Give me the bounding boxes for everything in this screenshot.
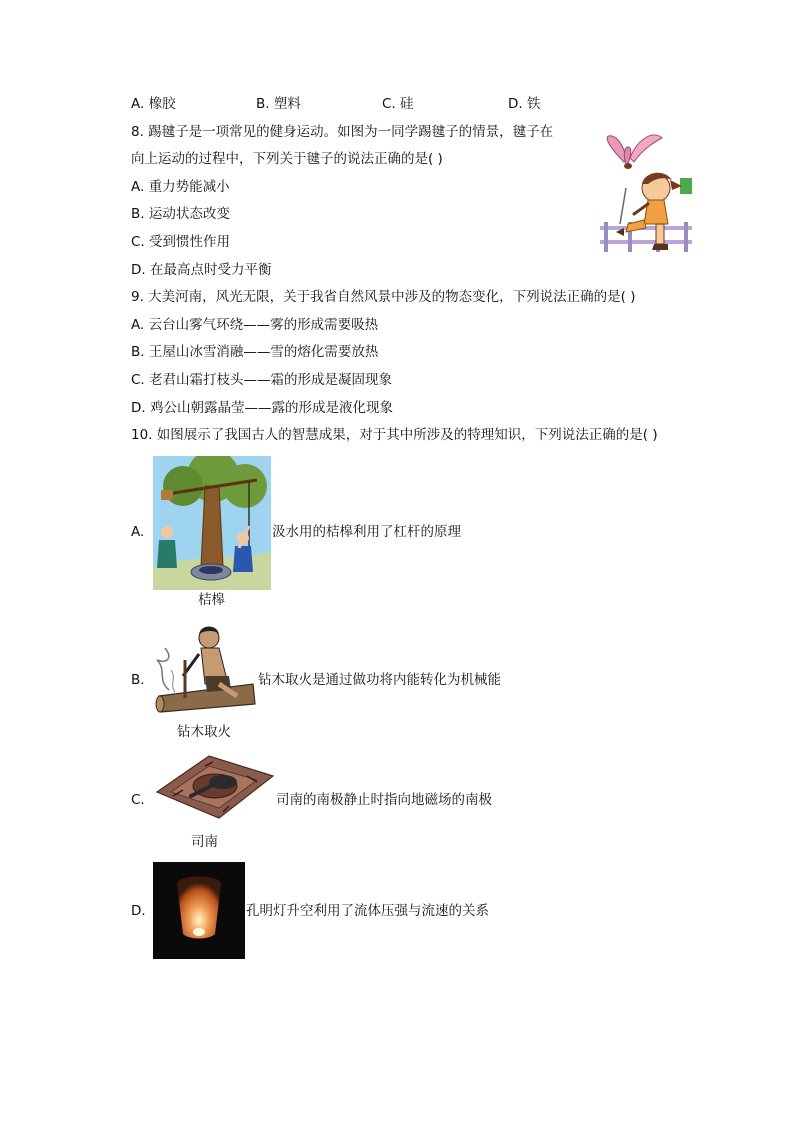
q7-option-d: D. 铁 xyxy=(508,96,541,112)
q9-option-d: D. 鸡公山朝露晶莹——露的形成是液化现象 xyxy=(131,400,393,416)
q8-option-b: B. 运动状态改变 xyxy=(131,206,230,222)
q10-option-a-text: 汲水用的桔槔利用了杠杆的原理 xyxy=(272,524,461,540)
q7-option-c: C. 硅 xyxy=(382,96,414,112)
q10-option-b-letter: B. xyxy=(131,672,145,688)
q8-stem-line2: 向上运动的过程中，下列关于毽子的说法正确的是( ) xyxy=(131,151,443,167)
q7-option-a: A. 橡胶 xyxy=(131,96,176,112)
q9-stem: 9. 大美河南，风光无限，关于我省自然风景中涉及的物态变化，下列说法正确的是( ) xyxy=(131,289,636,305)
q8-stem-line1: 8. 踢毽子是一项常见的健身运动。如图为一同学踢毽子的情景，毽子在 xyxy=(131,124,554,140)
q10-stem: 10. 如图展示了我国古人的智慧成果，对于其中所涉及的特理知识，下列说法正确的是( ) xyxy=(131,427,658,443)
fire-drill-illustration xyxy=(149,620,257,716)
q7-option-b: B. 塑料 xyxy=(256,96,301,112)
well-sweep-illustration xyxy=(153,456,271,590)
well-sweep-caption: 桔槔 xyxy=(198,592,225,608)
q8-option-a: A. 重力势能减小 xyxy=(131,179,230,195)
q10-option-d-text: 孔明灯升空利用了流体压强与流速的关系 xyxy=(246,903,489,919)
q10-option-a-letter: A. xyxy=(131,524,145,540)
q10-option-b-text: 钻木取火是通过做功将内能转化为机械能 xyxy=(258,672,501,688)
q10-option-c-text: 司南的南极静止时指向地磁场的南极 xyxy=(276,792,492,808)
fire-drill-caption: 钻木取火 xyxy=(177,724,231,740)
sinan-compass-illustration xyxy=(153,752,275,822)
q9-option-b: B. 王屋山冰雪消融——雪的熔化需要放热 xyxy=(131,344,379,360)
shuttlecock-kicking-illustration xyxy=(598,128,694,256)
q9-option-a: A. 云台山雾气环绕——雾的形成需要吸热 xyxy=(131,317,379,333)
q9-option-c: C. 老君山霜打枝头——霜的形成是凝固现象 xyxy=(131,372,393,388)
sky-lantern-illustration xyxy=(153,862,245,959)
q8-option-d: D. 在最高点时受力平衡 xyxy=(131,262,272,278)
sinan-compass-caption: 司南 xyxy=(191,834,218,850)
q10-option-c-letter: C. xyxy=(131,792,145,808)
q10-option-d-letter: D. xyxy=(131,903,146,919)
q8-option-c: C. 受到惯性作用 xyxy=(131,234,231,250)
